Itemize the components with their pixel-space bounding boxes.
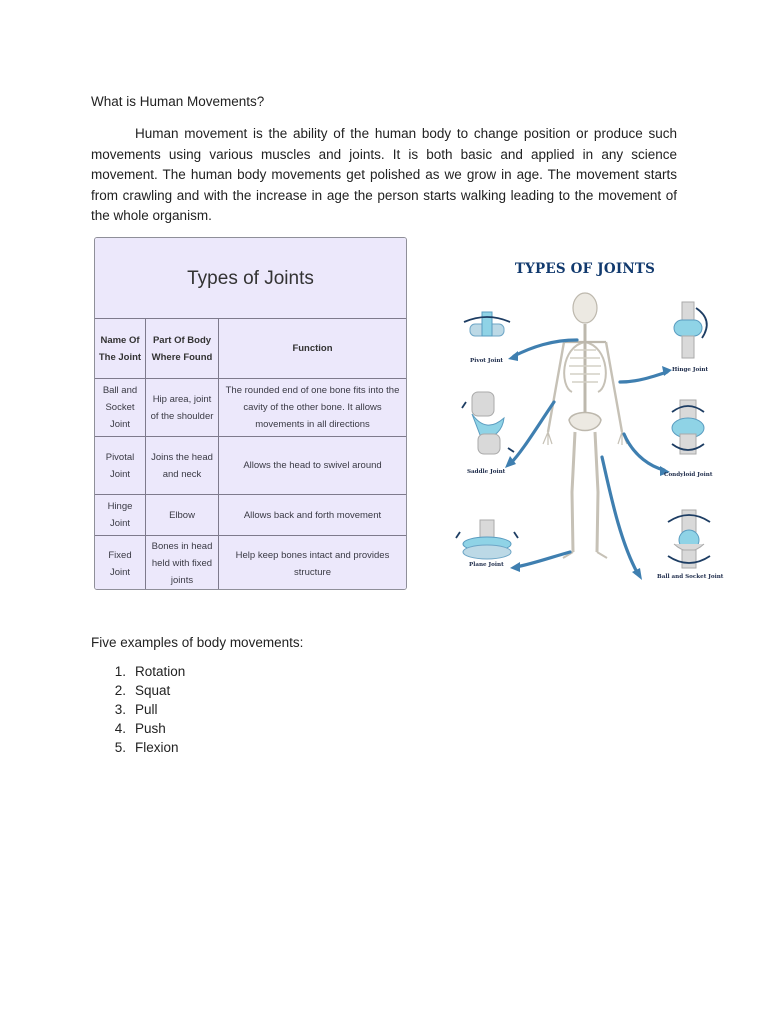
- list-number: 2.: [114, 683, 126, 698]
- saddle-joint-icon: [462, 392, 514, 454]
- joint-types-table: [95, 238, 406, 590]
- arrowheads-icon: [505, 351, 672, 580]
- intro-paragraph-text: Human movement is the ability of the human body to change position or produce such movements using various muscles and joints. It is both basic and applied in any science movement. The human body movements get polished as we grow in age. The movement starts from crawling and with the increase in age the person starts walking leading to the movement of the whole organism.: [91, 126, 677, 223]
- cell-joint-name: Fixed Joint: [95, 536, 146, 591]
- pivot-joint-icon: [464, 312, 510, 336]
- label-ball-socket-joint: Ball and Socket Joint: [657, 574, 724, 580]
- joint-types-infographic: [452, 252, 732, 592]
- cell-function: Allows back and forth movement: [219, 495, 407, 536]
- infographic-title: TYPES OF JOINTS: [514, 261, 656, 277]
- list-item: [91, 662, 185, 681]
- cell-joint-name: Pivotal Joint: [95, 437, 146, 495]
- list-text: Flexion: [135, 740, 179, 755]
- skeleton-illustration: [452, 252, 732, 592]
- list-text: Rotation: [135, 664, 186, 679]
- table-header-row: [95, 319, 406, 379]
- ball-socket-joint-icon: [668, 510, 710, 568]
- table-row: [95, 495, 406, 536]
- label-pivot-joint: Pivot Joint: [470, 358, 503, 364]
- cell-body-part: Bones in head held with fixed joints: [146, 536, 219, 591]
- col-header-body-part: Part Of Body Where Found: [146, 319, 219, 379]
- condyloid-joint-icon: [672, 400, 704, 454]
- examples-heading: Five examples of body movements:: [91, 635, 304, 650]
- skeleton-icon: [543, 293, 627, 558]
- cell-function: Allows the head to swivel around: [219, 437, 407, 495]
- list-number: 4.: [114, 721, 126, 736]
- hinge-joint-icon: [674, 302, 707, 358]
- table-row: [95, 536, 406, 591]
- cell-joint-name: Ball and Socket Joint: [95, 379, 146, 437]
- label-saddle-joint: Saddle Joint: [467, 469, 506, 475]
- table-row: [95, 379, 406, 437]
- list-number: 1.: [114, 664, 126, 679]
- list-number: 3.: [114, 702, 126, 717]
- cell-function: Help keep bones intact and provides structure: [219, 536, 407, 591]
- page-heading: What is Human Movements?: [91, 94, 265, 109]
- list-item: [91, 700, 185, 719]
- cell-body-part: Joins the head and neck: [146, 437, 219, 495]
- examples-list: [91, 662, 185, 757]
- cell-body-part: Hip area, joint of the shoulder: [146, 379, 219, 437]
- list-text: Pull: [135, 702, 158, 717]
- list-item: [91, 719, 185, 738]
- list-item: [91, 738, 185, 757]
- list-text: Push: [135, 721, 166, 736]
- label-condyloid-joint: Condyloid Joint: [664, 472, 713, 478]
- cell-body-part: Elbow: [146, 495, 219, 536]
- list-text: Squat: [135, 683, 171, 698]
- col-header-name: Name Of The Joint: [95, 319, 146, 379]
- label-hinge-joint: Hinge Joint: [672, 367, 709, 373]
- table-row: [95, 437, 406, 495]
- col-header-function: Function: [219, 319, 407, 379]
- cell-joint-name: Hinge Joint: [95, 495, 146, 536]
- list-number: 5.: [114, 740, 126, 755]
- list-item: [91, 681, 185, 700]
- table-title: Types of Joints: [95, 238, 406, 319]
- cell-function: The rounded end of one bone fits into the cavity of the other bone. It allows movements in all directions: [219, 379, 407, 437]
- plane-joint-icon: [456, 520, 518, 559]
- label-plane-joint: Plane Joint: [469, 562, 504, 568]
- intro-paragraph: [91, 124, 677, 227]
- joint-types-table-image: [94, 237, 407, 590]
- pointer-arrows-icon: [510, 340, 667, 574]
